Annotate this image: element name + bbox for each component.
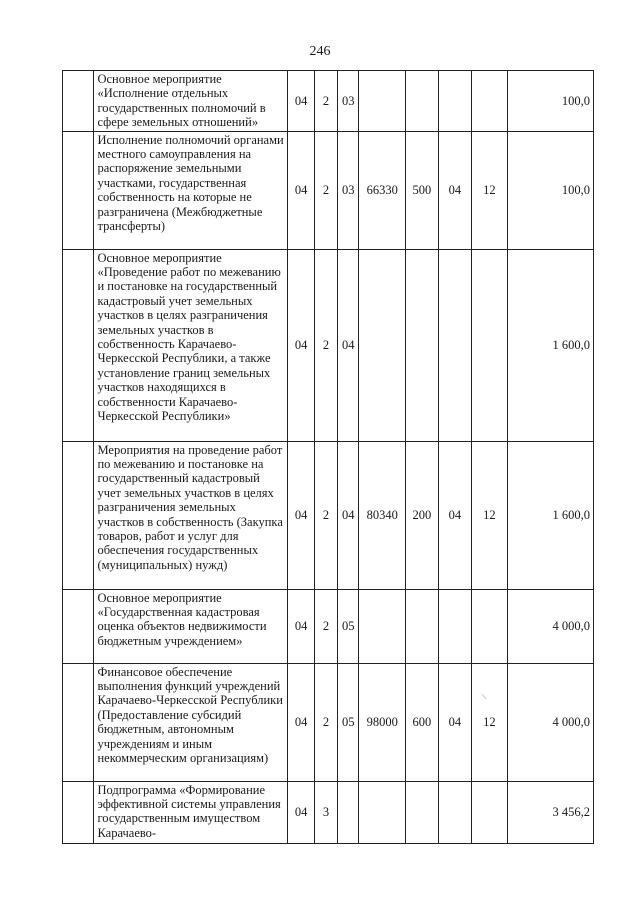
expense-type-cell: 600 <box>406 663 438 781</box>
rz-code-cell: 04 <box>438 441 472 589</box>
amount-cell: 3 456,2 <box>507 781 593 843</box>
amount-cell: 100,0 <box>507 131 593 249</box>
blank-cell <box>63 131 94 249</box>
direction-code-cell <box>359 71 406 132</box>
event-code-cell: 04 <box>338 249 359 441</box>
blank-cell <box>63 71 94 132</box>
direction-code-cell: 80340 <box>359 441 406 589</box>
table-row <box>63 71 594 132</box>
section-code-cell: 04 <box>288 131 314 249</box>
direction-code-cell: 66330 <box>359 131 406 249</box>
expense-type-cell <box>406 589 438 663</box>
expense-type-cell: 200 <box>406 441 438 589</box>
subprogram-code-cell: 3 <box>314 781 337 843</box>
amount-cell: 4 000,0 <box>507 589 593 663</box>
pr-code-cell <box>472 71 508 132</box>
rz-code-cell <box>438 249 472 441</box>
subprogram-code-cell: 2 <box>314 131 337 249</box>
section-code-cell: 04 <box>288 589 314 663</box>
budget-table <box>62 70 594 844</box>
section-code-cell: 04 <box>288 663 314 781</box>
expense-type-cell <box>406 781 438 843</box>
page-number: 246 <box>309 44 331 59</box>
table-row <box>63 441 594 589</box>
direction-code-cell: 98000 <box>359 663 406 781</box>
rz-code-cell: 04 <box>438 131 472 249</box>
section-code-cell: 04 <box>288 249 314 441</box>
amount-cell: 100,0 <box>507 71 593 132</box>
table-row <box>63 249 594 441</box>
event-code-cell: 05 <box>338 663 359 781</box>
table-row <box>63 131 594 249</box>
name-cell: Основное мероприятие «Государственная кадастровая оценка объектов недвижимости бюджетным учреждением» <box>94 589 288 663</box>
blank-cell <box>63 249 94 441</box>
expense-type-cell <box>406 71 438 132</box>
pr-code-cell <box>472 781 508 843</box>
name-cell: Основное мероприятие «Исполнение отдельных государственных полномочий в сфере земельных отношений» <box>94 71 288 132</box>
direction-code-cell <box>359 249 406 441</box>
section-code-cell: 04 <box>288 441 314 589</box>
expense-type-cell <box>406 249 438 441</box>
section-code-cell: 04 <box>288 71 314 132</box>
table-row <box>63 663 594 781</box>
blank-cell <box>63 589 94 663</box>
subprogram-code-cell: 2 <box>314 663 337 781</box>
amount-cell: 4 000,0 <box>507 663 593 781</box>
rz-code-cell <box>438 71 472 132</box>
table-body <box>63 71 594 844</box>
pr-code-cell: 12 <box>472 131 508 249</box>
name-cell: Подпрограмма «Формирование эффективной системы управления государственным имуществом Карачаево- <box>94 781 288 843</box>
event-code-cell: 03 <box>338 71 359 132</box>
blank-cell <box>63 441 94 589</box>
rz-code-cell: 04 <box>438 663 472 781</box>
event-code-cell: 05 <box>338 589 359 663</box>
pr-code-cell <box>472 249 508 441</box>
blank-cell <box>63 663 94 781</box>
subprogram-code-cell: 2 <box>314 589 337 663</box>
rz-code-cell <box>438 781 472 843</box>
subprogram-code-cell: 2 <box>314 441 337 589</box>
name-cell: Финансовое обеспечение выполнения функций учреждений Карачаево-Черкесской Республики (Предоставление субсидий бюджетным, автономным учреждениям и иным некоммерческим организациям) <box>94 663 288 781</box>
table-row <box>63 781 594 843</box>
amount-cell: 1 600,0 <box>507 441 593 589</box>
blank-cell <box>63 781 94 843</box>
subprogram-code-cell: 2 <box>314 249 337 441</box>
rz-code-cell <box>438 589 472 663</box>
pr-code-cell <box>472 589 508 663</box>
direction-code-cell <box>359 781 406 843</box>
pr-code-cell: 12 <box>472 663 508 781</box>
pr-code-cell: 12 <box>472 441 508 589</box>
direction-code-cell <box>359 589 406 663</box>
amount-cell: 1 600,0 <box>507 249 593 441</box>
section-code-cell: 04 <box>288 781 314 843</box>
event-code-cell: 04 <box>338 441 359 589</box>
expense-type-cell: 500 <box>406 131 438 249</box>
table-row <box>63 589 594 663</box>
name-cell: Исполнение полномочий органами местного самоуправления на распоряжение земельными участками, государственная собственность на которые не разграничена (Межбюджетные трансферты) <box>94 131 288 249</box>
name-cell: Мероприятия на проведение работ по межеванию и постановке на государственный кадастровый учет земельных участков в целях разграничения земельных участков в собственность (Закупка товаров, работ и услуг для обеспечения государственных (муниципальных) нужд) <box>94 441 288 589</box>
name-cell: Основное мероприятие «Проведение работ по межеванию и постановке на государственный кадастровый учет земельных участков в целях разграничения земельных участков в собственность Карачаево-Черкесской Республики, а также установление границ земельных участков находящихся в собственности Карачаево-Черкесской Республики» <box>94 249 288 441</box>
event-code-cell: 03 <box>338 131 359 249</box>
subprogram-code-cell: 2 <box>314 71 337 132</box>
event-code-cell <box>338 781 359 843</box>
